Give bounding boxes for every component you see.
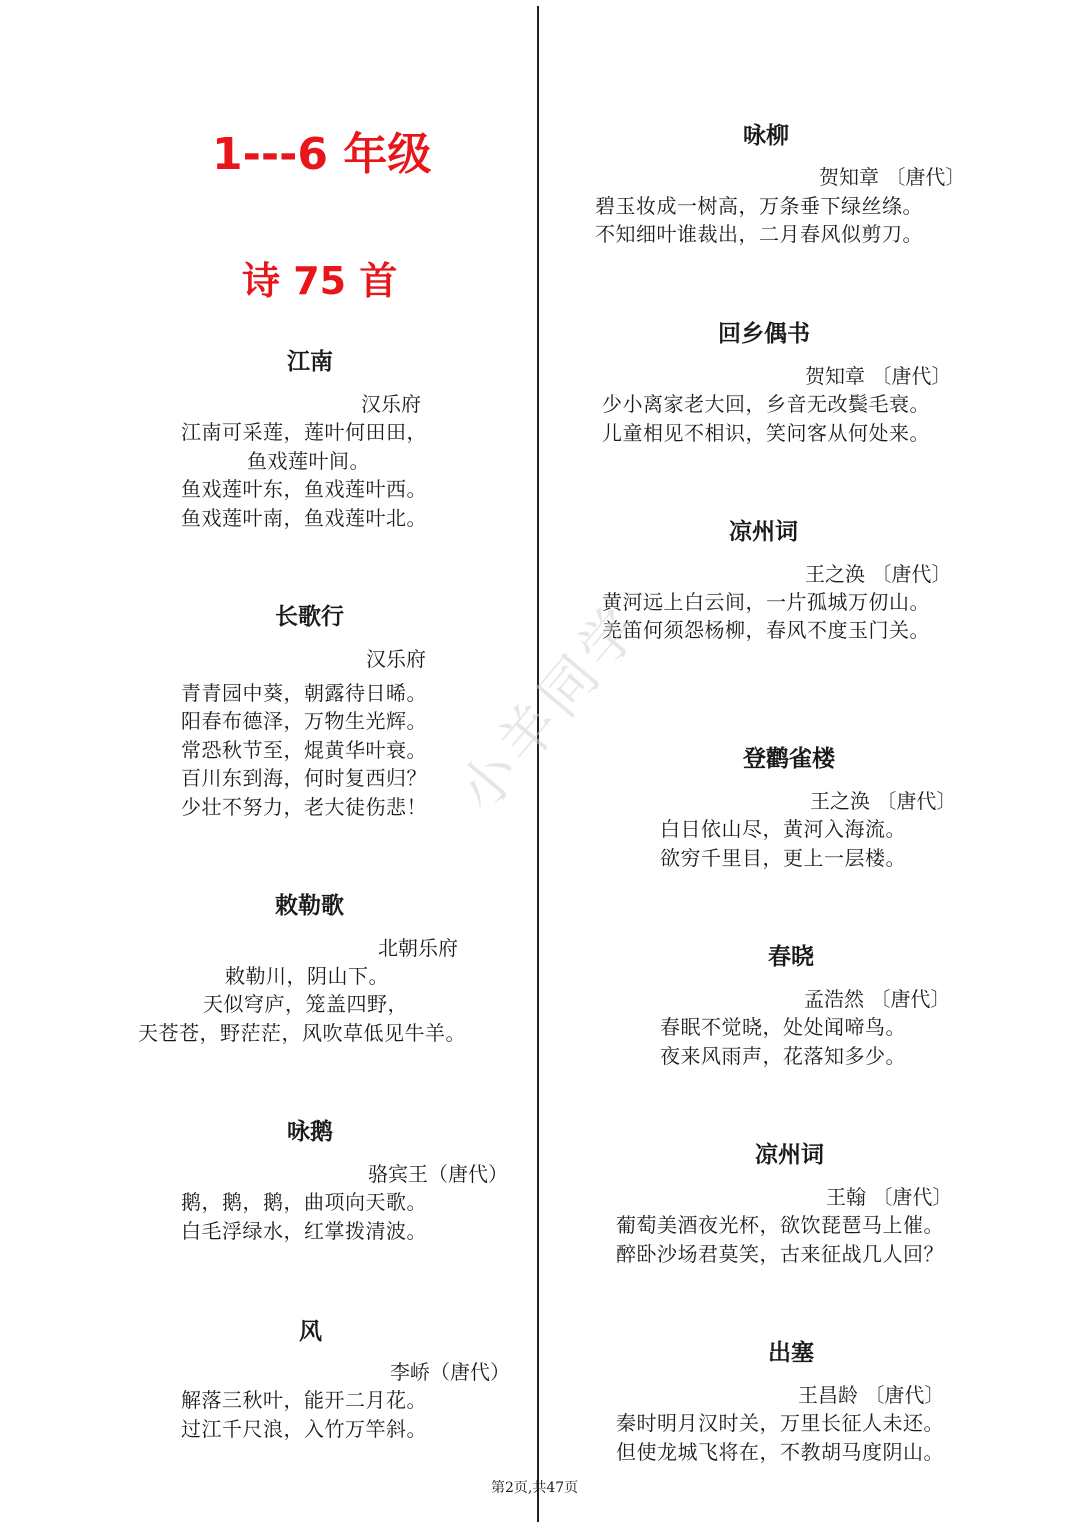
poem-author: 王昌龄 〔唐代〕	[798, 1383, 945, 1407]
poem-title: 咏鹅	[287, 1119, 333, 1145]
poem-line: 鱼戏莲叶东，鱼戏莲叶西。	[181, 477, 427, 501]
poem-author: 孟浩然 〔唐代〕	[804, 987, 951, 1011]
poem-author: 贺知章 〔唐代〕	[805, 364, 952, 388]
poem-author: 王翰 〔唐代〕	[826, 1185, 953, 1209]
poem-author: 骆宾王（唐代）	[368, 1162, 508, 1186]
poem-title: 风	[299, 1319, 322, 1345]
poem-line: 百川东到海，何时复西归？	[181, 766, 427, 790]
poem-line: 少壮不努力，老大徒伤悲！	[181, 795, 427, 819]
poem-title: 回乡偶书	[718, 321, 810, 347]
poem-title: 出塞	[768, 1340, 814, 1366]
poem-line: 不知细叶谁裁出，二月春风似剪刀。	[595, 222, 923, 246]
poem-line: 常恐秋节至，焜黄华叶衰。	[181, 738, 427, 762]
poem-line: 葡萄美酒夜光杯，欲饮琵琶马上催。	[616, 1213, 944, 1237]
poem-line: 春眠不觉晓，处处闻啼鸟。	[660, 1015, 906, 1039]
grade-heading: 1---6 年级	[212, 129, 432, 180]
poem-title: 春晓	[768, 944, 814, 970]
poem-line: 白毛浮绿水，红掌拨清波。	[181, 1219, 427, 1243]
poem-title: 敕勒歌	[275, 893, 344, 919]
poem-author: 贺知章 〔唐代〕	[819, 165, 966, 189]
page-number: 第2页,共47页	[491, 1480, 579, 1496]
poem-line: 秦时明月汉时关，万里长征人未还。	[616, 1411, 944, 1435]
poem-line: 夜来风雨声，花落知多少。	[660, 1044, 906, 1068]
poem-line: 但使龙城飞将在，不教胡马度阴山。	[616, 1440, 944, 1464]
poem-author: 王之涣 〔唐代〕	[810, 789, 957, 813]
poem-author: 汉乐府	[361, 392, 421, 416]
poem-title: 凉州词	[729, 519, 798, 545]
poem-title: 咏柳	[743, 123, 789, 149]
poem-line: 天苍苍，野茫茫，风吹草低见牛羊。	[138, 1021, 466, 1045]
poem-line: 过江千尺浪，入竹万竿斜。	[181, 1417, 427, 1441]
poem-line: 碧玉妆成一树高，万条垂下绿丝绦。	[595, 194, 923, 218]
poem-line: 鱼戏莲叶间。	[247, 449, 370, 473]
poem-line: 少小离家老大回，乡音无改鬓毛衰。	[602, 392, 930, 416]
poem-line: 黄河远上白云间，一片孤城万仞山。	[602, 590, 930, 614]
poem-author: 李峤（唐代）	[390, 1360, 510, 1384]
poem-line: 儿童相见不相识，笑问客从何处来。	[602, 421, 930, 445]
poem-line: 鹅，鹅，鹅，曲项向天歌。	[181, 1190, 427, 1214]
poem-title: 凉州词	[755, 1142, 824, 1168]
poem-author: 北朝乐府	[378, 936, 458, 960]
poem-line: 天似穹庐，笼盖四野，	[203, 992, 408, 1016]
poem-count-heading: 诗 75 首	[242, 259, 398, 303]
poem-line: 阳春布德泽，万物生光辉。	[181, 709, 427, 733]
poem-title: 江南	[287, 349, 333, 375]
poem-line: 解落三秋叶，能开二月花。	[181, 1388, 427, 1412]
poem-line: 江南可采莲，莲叶何田田，	[181, 420, 427, 444]
poem-line: 醉卧沙场君莫笑，古来征战几人回？	[616, 1242, 944, 1266]
watermark: 小羊同学	[446, 592, 656, 824]
poem-line: 白日依山尽，黄河入海流。	[660, 817, 906, 841]
poem-line: 敕勒川，阴山下。	[225, 964, 389, 988]
poem-author: 汉乐府	[366, 647, 426, 671]
poem-line: 羌笛何须怨杨柳，春风不度玉门关。	[602, 618, 930, 642]
poem-title: 登鹳雀楼	[743, 746, 835, 772]
poem-line: 青青园中葵，朝露待日晞。	[181, 681, 427, 705]
poem-line: 欲穷千里目，更上一层楼。	[660, 846, 906, 870]
poem-title: 长歌行	[275, 604, 344, 630]
poem-line: 鱼戏莲叶南，鱼戏莲叶北。	[181, 506, 427, 530]
poem-author: 王之涣 〔唐代〕	[805, 562, 952, 586]
